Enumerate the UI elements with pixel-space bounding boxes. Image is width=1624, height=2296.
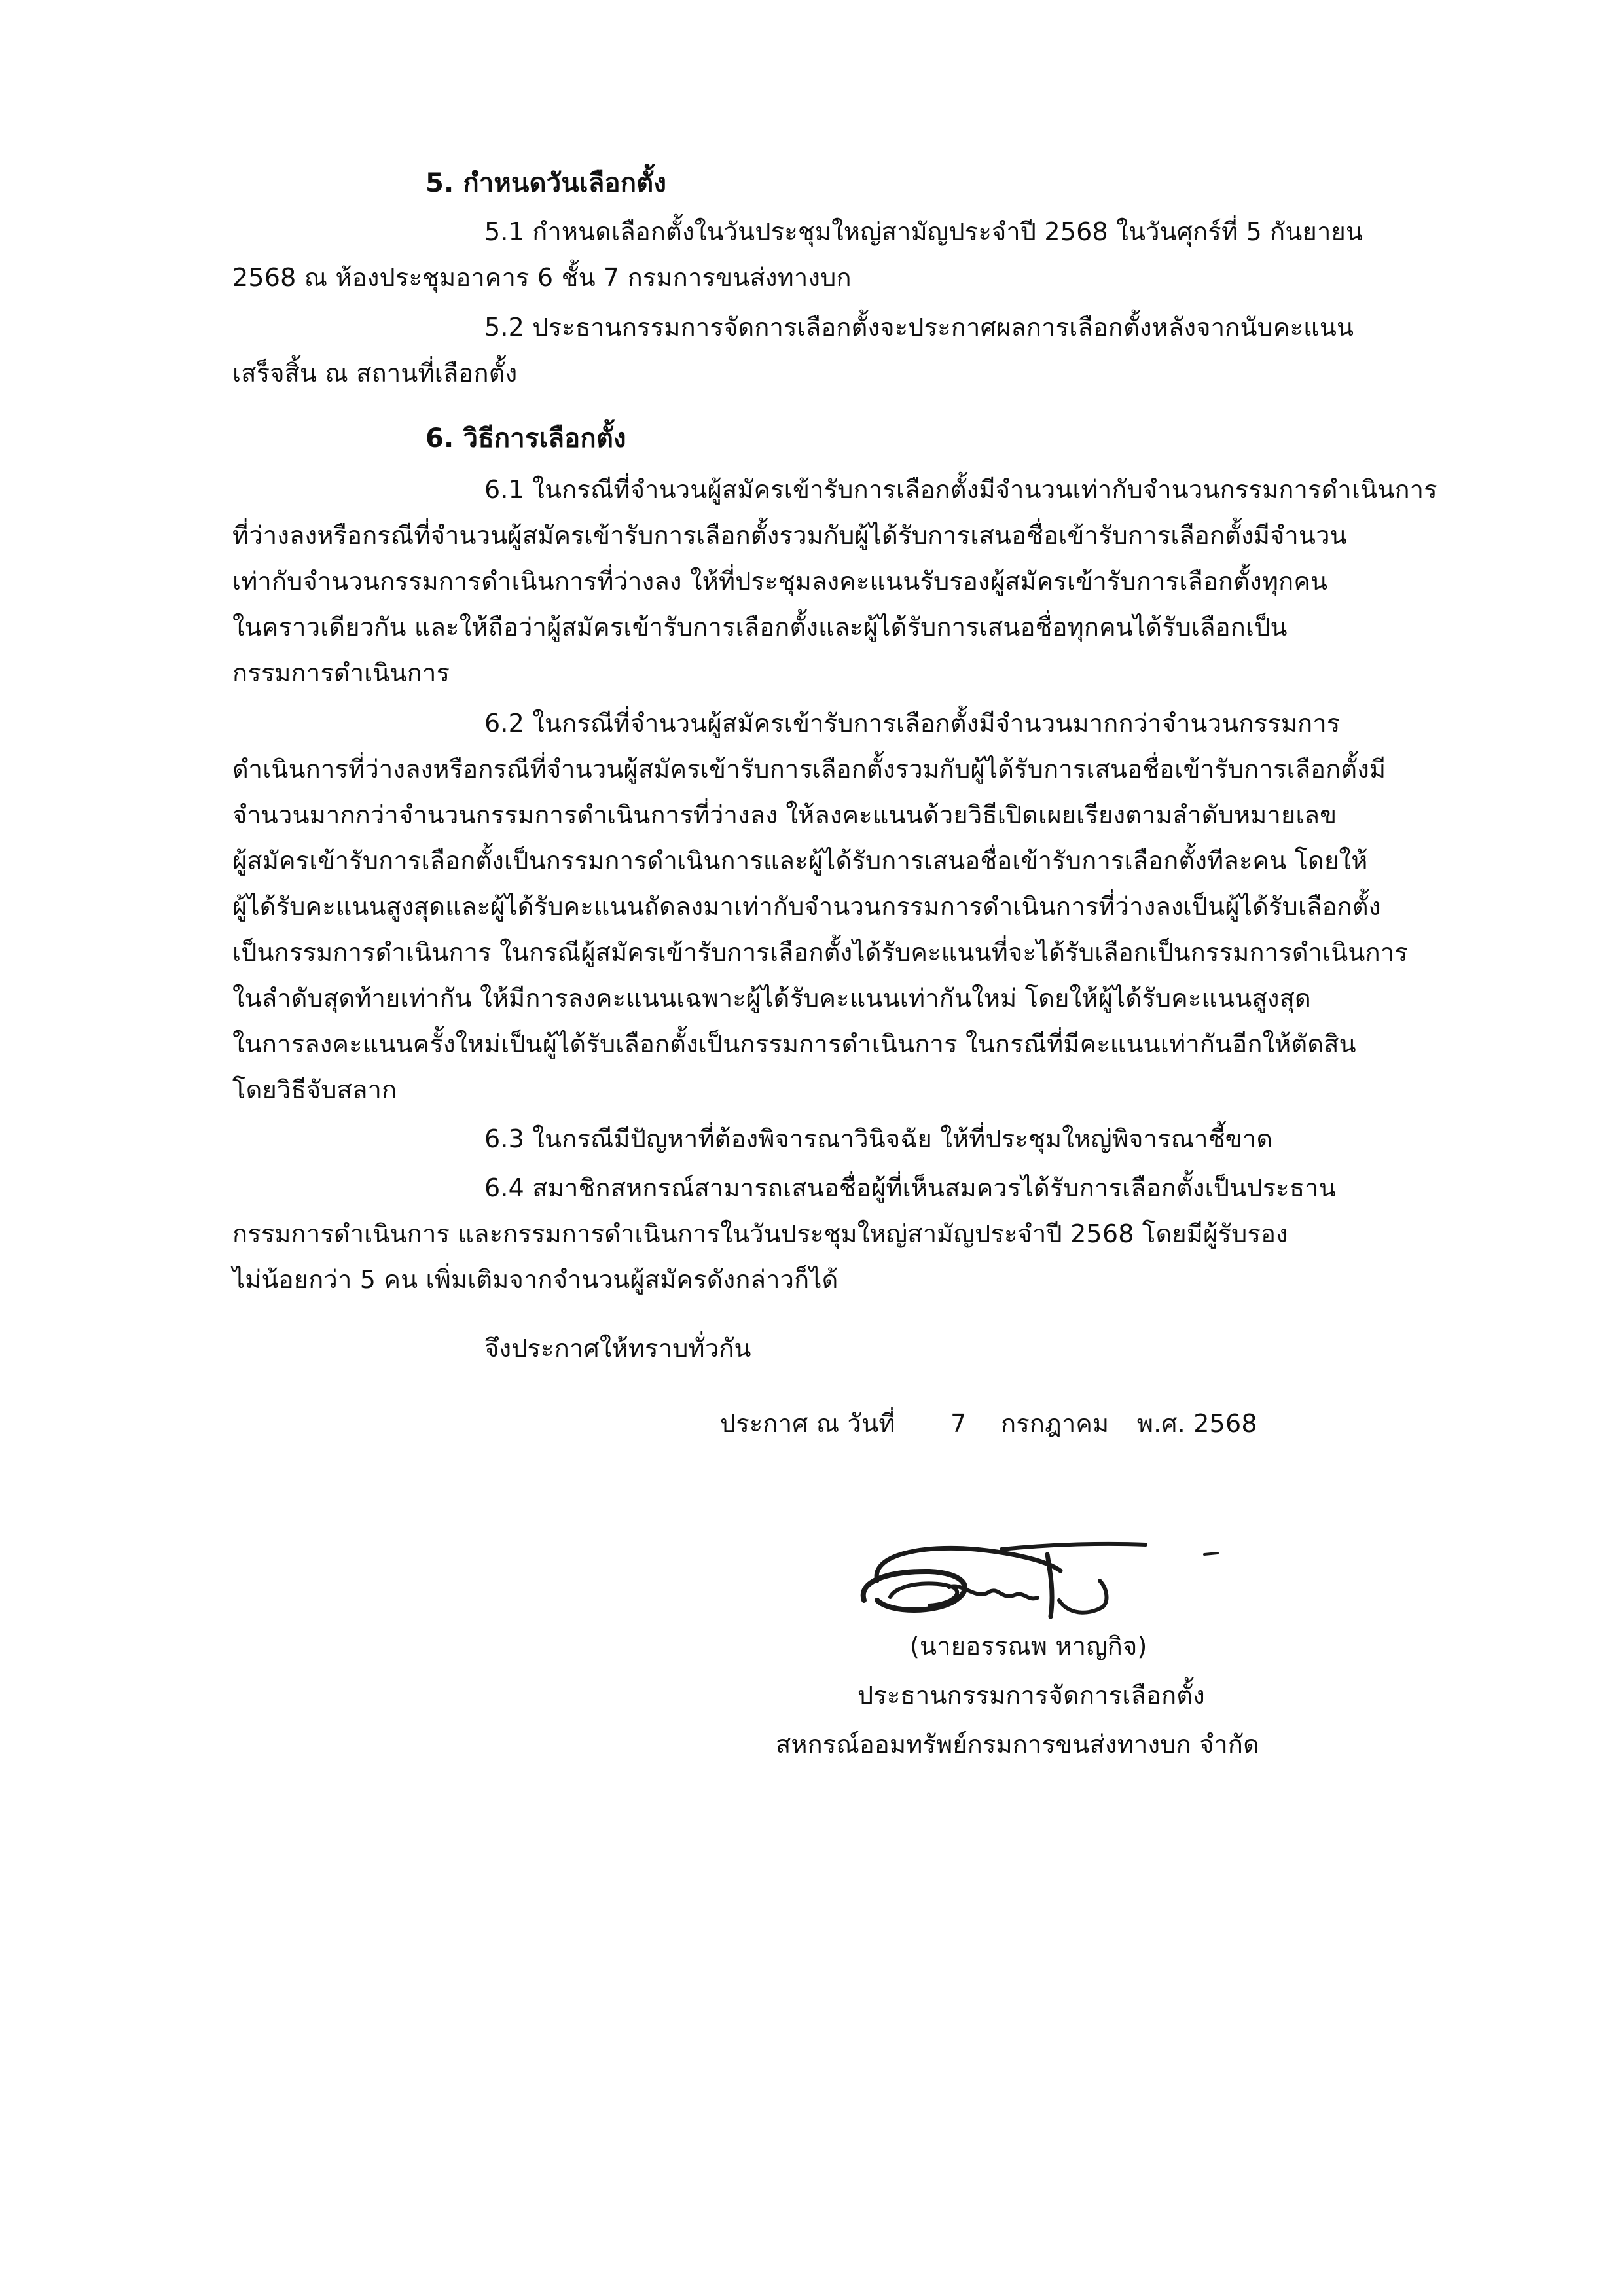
section-5-heading: 5. กำหนดวันเลือกตั้ง	[425, 168, 667, 198]
signatory-name: (นายอรรณพ หาญกิจ)	[910, 1632, 1147, 1660]
announcement-era: พ.ศ.	[1136, 1409, 1185, 1438]
section-5-2-line-2: เสร็จสิ้น ณ สถานที่เลือกตั้ง	[232, 359, 518, 387]
section-5-2-line-1: 5.2 ประธานกรรมการจัดการเลือกตั้งจะประกาศผลการเลือกตั้งหลังจากนับคะแนน	[484, 313, 1354, 342]
announcement-year: 2568	[1193, 1409, 1257, 1438]
section-6-4-line-2: กรรมการดำเนินการ และกรรมการดำเนินการในวันประชุมใหญ่สามัญประจำปี 2568 โดยมีผู้รับรอง	[232, 1219, 1288, 1248]
section-6-2-line-7: ในลำดับสุดท้ายเท่ากัน ให้มีการลงคะแนนเฉพาะผู้ได้รับคะแนนเท่ากันใหม่ โดยให้ผู้ได้รับคะแนนสูงสุด	[232, 984, 1311, 1013]
section-6-2-line-6: เป็นกรรมการดำเนินการ ในกรณีผู้สมัครเข้ารับการเลือกตั้งได้รับคะแนนที่จะได้รับเลือกเป็นกรรมการดำเนินการ	[232, 938, 1408, 967]
section-6-2-line-5: ผู้ได้รับคะแนนสูงสุดและผู้ได้รับคะแนนถัดลงมาเท่ากับจำนวนกรรมการดำเนินการที่ว่างลงเป็นผู้ได้รับเลือกตั้ง	[232, 892, 1381, 921]
section-6-2-line-2: ดำเนินการที่ว่างลงหรือกรณีที่จำนวนผู้สมัครเข้ารับการเลือกตั้งรวมกับผู้ได้รับการเสนอชื่อเข้ารับการเลือกตั้งมี	[232, 755, 1386, 783]
announcement-month: กรกฎาคม	[1001, 1409, 1110, 1438]
section-5-1-line-2: 2568 ณ ห้องประชุมอาคาร 6 ชั้น 7 กรมการขนส่งทางบก	[232, 263, 852, 292]
closing-statement: จึงประกาศให้ทราบทั่วกัน	[484, 1334, 751, 1363]
announcement-day: 7	[950, 1409, 967, 1438]
section-6-2-line-8: ในการลงคะแนนครั้งใหม่เป็นผู้ได้รับเลือกตั้งเป็นกรรมการดำเนินการ ในกรณีที่มีคะแนนเท่ากันอีกให้ตัดสิน	[232, 1030, 1356, 1058]
section-6-1-line-4: ในคราวเดียวกัน และให้ถือว่าผู้สมัครเข้ารับการเลือกตั้งและผู้ได้รับการเสนอชื่อทุกคนได้รับเลือกเป็น	[232, 613, 1288, 641]
announcement-label: ประกาศ ณ วันที่	[720, 1409, 895, 1438]
section-6-2-line-9: โดยวิธีจับสลาก	[232, 1075, 397, 1104]
section-6-4-line-1: 6.4 สมาชิกสหกรณ์สามารถเสนอชื่อผู้ที่เห็นสมควรได้รับการเลือกตั้งเป็นประธาน	[484, 1174, 1337, 1202]
section-6-1-line-5: กรรมการดำเนินการ	[232, 658, 450, 687]
section-6-2-line-1: 6.2 ในกรณีที่จำนวนผู้สมัครเข้ารับการเลือกตั้งมีจำนวนมากกว่าจำนวนกรรมการ	[484, 709, 1341, 738]
section-6-1-line-3: เท่ากับจำนวนกรรมการดำเนินการที่ว่างลง ให้ที่ประชุมลงคะแนนรับรองผู้สมัครเข้ารับการเลือกตั้งทุกคน	[232, 567, 1328, 596]
section-6-2-line-3: จำนวนมากกว่าจำนวนกรรมการดำเนินการที่ว่างลง ให้ลงคะแนนด้วยวิธีเปิดเผยเรียงตามลำดับหมายเลข	[232, 800, 1337, 829]
section-6-2-line-4: ผู้สมัครเข้ารับการเลือกตั้งเป็นกรรมการดำเนินการและผู้ได้รับการเสนอชื่อเข้ารับการเลือกตั้งทีละคน โดยให้	[232, 846, 1368, 875]
section-5-1-line-1: 5.1 กำหนดเลือกตั้งในวันประชุมใหญ่สามัญประจำปี 2568 ในวันศุกร์ที่ 5 กันยายน	[484, 217, 1363, 246]
announcement-date	[720, 1404, 1257, 1443]
section-6-heading: 6. วิธีการเลือกตั้ง	[425, 423, 626, 454]
section-6-3-line-1: 6.3 ในกรณีมีปัญหาที่ต้องพิจารณาวินิจฉัย ให้ที่ประชุมใหญ่พิจารณาชี้ขาด	[484, 1124, 1273, 1153]
signatory-organization: สหกรณ์ออมทรัพย์กรมการขนส่งทางบก จำกัด	[776, 1730, 1259, 1759]
signatory-position: ประธานกรรมการจัดการเลือกตั้ง	[857, 1681, 1205, 1710]
handwritten-signature	[851, 1509, 1244, 1633]
section-6-1-line-2: ที่ว่างลงหรือกรณีที่จำนวนผู้สมัครเข้ารับการเลือกตั้งรวมกับผู้ได้รับการเสนอชื่อเข้ารับการเลือกตั้งมีจำนวน	[232, 521, 1347, 550]
section-6-1-line-1: 6.1 ในกรณีที่จำนวนผู้สมัครเข้ารับการเลือกตั้งมีจำนวนเท่ากับจำนวนกรรมการดำเนินการ	[484, 475, 1437, 504]
section-6-4-line-3: ไม่น้อยกว่า 5 คน เพิ่มเติมจากจำนวนผู้สมัครดังกล่าวก็ได้	[232, 1265, 839, 1294]
